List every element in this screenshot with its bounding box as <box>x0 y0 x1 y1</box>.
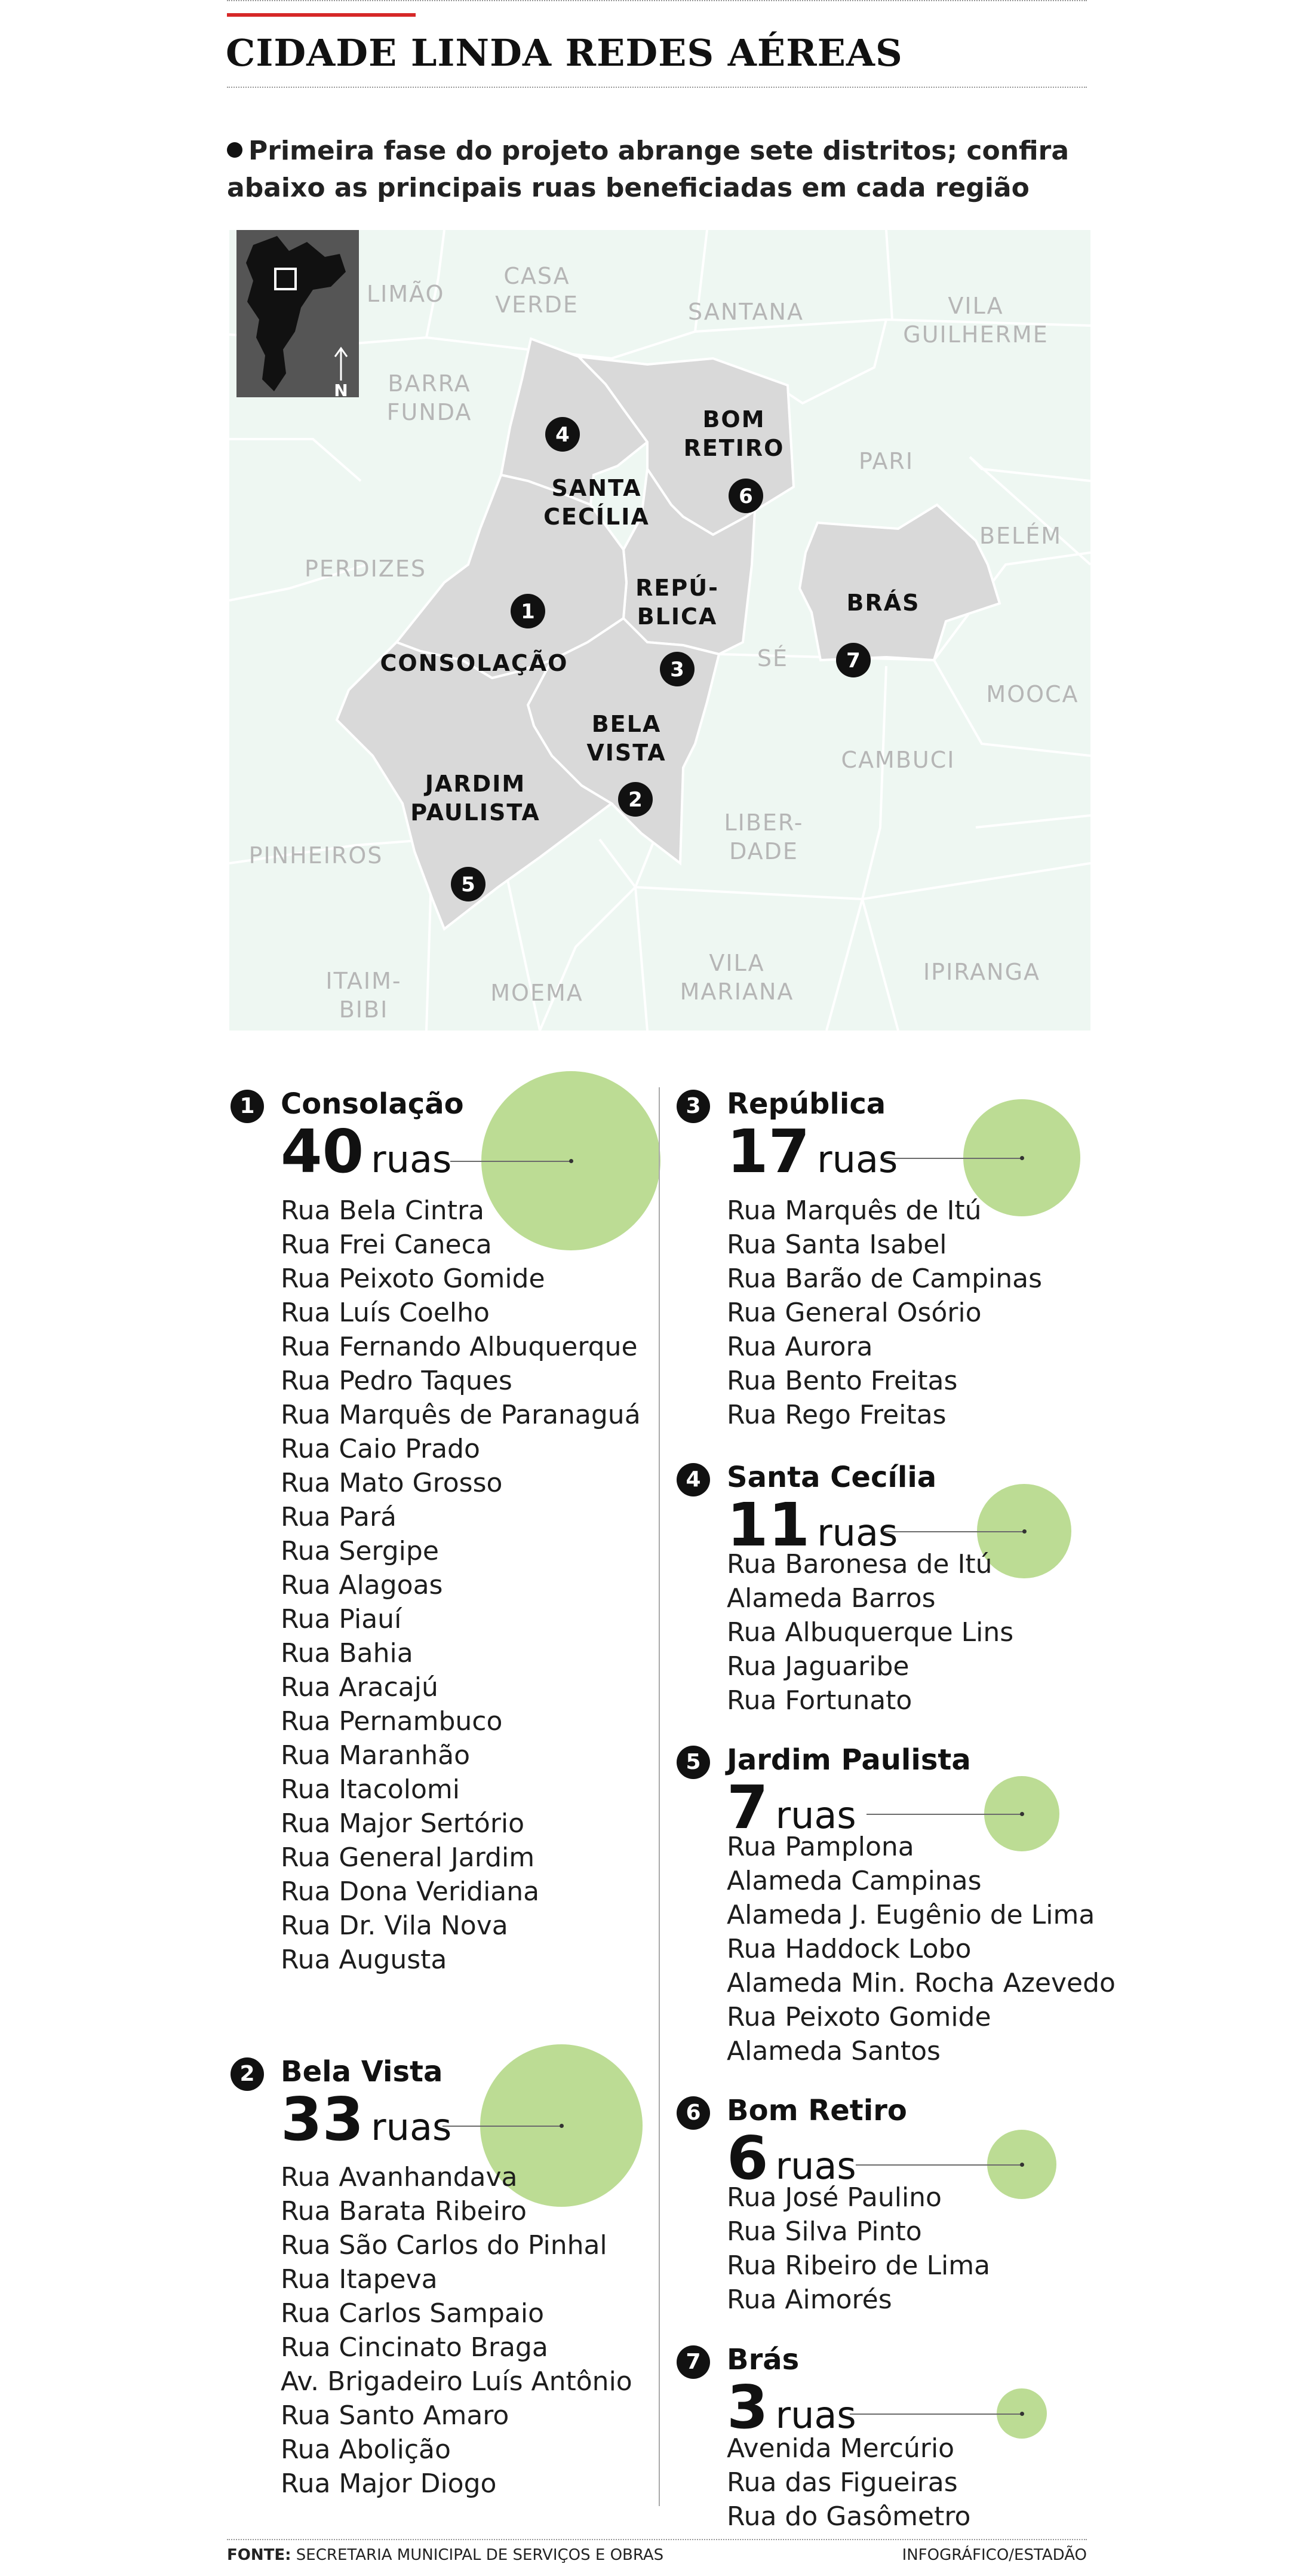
street-count <box>727 1117 898 1186</box>
leader-dot <box>1020 2163 1024 2167</box>
count-unit: ruas <box>817 1137 898 1181</box>
source-note <box>227 2546 663 2564</box>
label-bom-retiro-1: BOM <box>702 406 766 433</box>
leader-line <box>883 1158 1022 1159</box>
label-barra-funda-2: FUNDA <box>386 399 472 425</box>
column-divider <box>659 1087 660 2506</box>
section-number-badge: 6 <box>677 2096 710 2130</box>
street-item: Rua Piauí <box>281 1604 402 1634</box>
street-item: Rua Sergipe <box>281 1536 439 1566</box>
label-liberdade-2: DADE <box>729 838 798 864</box>
street-count <box>281 1117 452 1186</box>
street-list <box>727 1830 1116 2068</box>
bullet-icon <box>227 142 242 158</box>
street-item: Rua Itacolomi <box>281 1774 460 1805</box>
count-number: 33 <box>281 2084 364 2154</box>
street-list <box>727 1547 1013 1718</box>
street-item: Rua Avanhandava <box>281 2162 518 2192</box>
page-title: CIDADE LINDA REDES AÉREAS <box>226 31 903 75</box>
label-vila-mariana-2: MARIANA <box>680 979 794 1005</box>
leader-line <box>883 1531 1024 1532</box>
label-perdizes: PERDIZES <box>305 556 426 582</box>
leader-dot <box>1020 2412 1024 2416</box>
district-name: Santa Cecília <box>727 1461 937 1494</box>
map-marker-6 <box>729 479 763 513</box>
leader-line <box>450 1161 571 1162</box>
label-pinheiros: PINHEIROS <box>248 842 383 869</box>
street-item: Rua General Osório <box>727 1298 982 1328</box>
street-item: Rua Santo Amaro <box>281 2400 509 2431</box>
label-pari: PARI <box>858 448 914 474</box>
map-marker-5 <box>451 867 486 901</box>
street-item: Rua Albuquerque Lins <box>727 1617 1014 1648</box>
label-bras: BRÁS <box>846 590 920 616</box>
bottom-rule <box>227 2539 1087 2540</box>
label-jardim-paulista-2: PAULISTA <box>410 799 540 826</box>
label-santa-cecilia-1: SANTA <box>551 475 642 501</box>
label-bom-retiro-2: RETIRO <box>683 435 785 461</box>
district-name: Bom Retiro <box>727 2094 907 2127</box>
street-item: Rua Cincinato Braga <box>281 2332 548 2363</box>
leader-line <box>443 2126 561 2127</box>
label-jardim-paulista-1: JARDIM <box>425 771 526 797</box>
street-item: Rua Major Sertório <box>281 1808 525 1839</box>
street-item: Alameda Santos <box>727 2036 941 2066</box>
label-consolacao: CONSOLAÇÃO <box>380 650 569 676</box>
count-number: 3 <box>727 2372 769 2442</box>
street-item: Rua Aurora <box>727 1332 873 1362</box>
lead-text: Primeira fase do projeto abrange sete distritos; confira abaixo as principais ruas beneficiadas em cada região <box>227 136 1070 203</box>
street-item: Rua Baronesa de Itú <box>727 1549 993 1580</box>
leader-dot <box>1020 1812 1024 1816</box>
street-item: Rua do Gasômetro <box>727 2501 971 2532</box>
label-santa-cecilia-2: CECÍLIA <box>543 504 650 530</box>
label-vila-guilherme-2: GUILHERME <box>903 321 1049 348</box>
section-number-badge: 4 <box>677 1463 710 1496</box>
street-item: Rua Mato Grosso <box>281 1468 503 1498</box>
label-vila-mariana-1: VILA <box>709 950 765 976</box>
district-map <box>229 230 1090 1031</box>
section-number-badge: 1 <box>231 1090 264 1123</box>
leader-line <box>850 2414 1022 2415</box>
svg-text:7: 7 <box>846 649 861 673</box>
north-label: N <box>334 381 348 400</box>
district-name: Bela Vista <box>281 2055 443 2089</box>
street-item: Rua Peixoto Gomide <box>281 1264 545 1294</box>
street-item: Rua São Carlos do Pinhal <box>281 2230 607 2261</box>
street-count <box>727 1772 856 1842</box>
street-item: Rua das Figueiras <box>727 2467 958 2498</box>
street-item: Rua Barata Ribeiro <box>281 2196 527 2227</box>
street-list <box>281 1194 641 1977</box>
lead-paragraph <box>227 133 1087 207</box>
count-number: 17 <box>727 1117 810 1186</box>
street-item: Rua Pamplona <box>727 1832 914 1862</box>
count-number: 11 <box>727 1490 810 1560</box>
street-count <box>727 2123 856 2193</box>
street-item: Rua Silva Pinto <box>727 2216 922 2247</box>
map-marker-2 <box>618 782 653 817</box>
map-marker-4 <box>545 417 580 452</box>
label-belem: BELÉM <box>979 523 1062 549</box>
count-number: 40 <box>281 1117 364 1186</box>
source-label: FONTE: <box>227 2546 291 2564</box>
street-count <box>281 2084 452 2154</box>
street-item: Rua Haddock Lobo <box>727 1934 972 1964</box>
label-moema: MOEMA <box>490 980 583 1006</box>
locator-inset <box>236 230 359 400</box>
section-number-badge: 3 <box>677 1090 710 1123</box>
label-mooca: MOOCA <box>986 681 1079 707</box>
street-item: Alameda Min. Rocha Azevedo <box>727 1968 1116 1998</box>
count-unit: ruas <box>775 1793 856 1837</box>
leader-dot <box>1022 1529 1027 1534</box>
street-item: Rua Barão de Campinas <box>727 1264 1042 1294</box>
street-item: Rua Marquês de Itú <box>727 1195 982 1226</box>
street-item: Rua Major Diogo <box>281 2468 497 2499</box>
count-number: 6 <box>727 2123 769 2193</box>
street-item: Rua Peixoto Gomide <box>727 2002 991 2032</box>
count-unit: ruas <box>371 2105 452 2149</box>
street-item: Rua Fortunato <box>727 1685 912 1716</box>
street-item: Rua Bento Freitas <box>727 1366 958 1396</box>
accent-bar <box>227 13 416 17</box>
street-item: Rua Santa Isabel <box>727 1229 947 1260</box>
district-name: Jardim Paulista <box>727 1743 971 1777</box>
top-rule <box>227 0 1087 1</box>
street-item: Rua Rego Freitas <box>727 1400 947 1430</box>
label-santana: SANTANA <box>688 299 804 325</box>
label-barra-funda-1: BARRA <box>388 370 471 397</box>
map-marker-3 <box>660 652 695 686</box>
street-item: Rua Marquês de Paranaguá <box>281 1400 641 1430</box>
street-item: Alameda J. Eugênio de Lima <box>727 1900 1095 1930</box>
svg-text:6: 6 <box>739 484 753 508</box>
count-unit: ruas <box>371 1137 452 1181</box>
svg-text:2: 2 <box>628 788 643 812</box>
street-item: Rua Dona Veridiana <box>281 1876 540 1907</box>
street-count <box>727 1490 898 1560</box>
label-se: SÉ <box>757 645 789 671</box>
street-item: Rua Caio Prado <box>281 1434 480 1464</box>
street-item: Rua José Paulino <box>727 2182 942 2213</box>
street-item: Rua Aimorés <box>727 2284 892 2315</box>
street-item: Rua Ribeiro de Lima <box>727 2250 991 2281</box>
street-item: Av. Brigadeiro Luís Antônio <box>281 2366 632 2397</box>
label-casa-verde-2: VERDE <box>495 292 579 318</box>
street-item: Rua Aracajú <box>281 1672 438 1703</box>
count-unit: ruas <box>775 2144 856 2188</box>
street-item: Rua Jaguaribe <box>727 1651 910 1682</box>
credit: INFOGRÁFICO/ESTADÃO <box>902 2546 1087 2564</box>
map-marker-7 <box>836 643 871 677</box>
street-item: Alameda Campinas <box>727 1866 982 1896</box>
label-republica-1: REPÚ- <box>635 575 719 601</box>
leader-dot <box>1020 1156 1024 1160</box>
count-unit: ruas <box>775 2393 856 2437</box>
source-text: SECRETARIA MUNICIPAL DE SERVIÇOS E OBRAS <box>296 2546 664 2564</box>
district-name: Brás <box>727 2343 800 2376</box>
street-item: Rua Itapeva <box>281 2264 438 2295</box>
street-count <box>727 2372 856 2442</box>
leader-line <box>867 1814 1022 1815</box>
leader-dot <box>569 1159 573 1163</box>
street-item: Rua Augusta <box>281 1945 447 1975</box>
title-rule <box>227 87 1087 88</box>
district-name: República <box>727 1087 886 1121</box>
label-casa-verde-1: CASA <box>503 263 570 289</box>
street-item: Alameda Barros <box>727 1583 936 1614</box>
label-limao: LIMÃO <box>367 281 445 307</box>
street-list <box>727 1194 1042 1432</box>
street-item: Rua General Jardim <box>281 1842 535 1873</box>
street-item: Avenida Mercúrio <box>727 2433 955 2464</box>
leader-line <box>856 2164 1022 2166</box>
label-liberdade-1: LIBER- <box>724 809 804 836</box>
count-number: 7 <box>727 1772 769 1842</box>
street-item: Rua Pernambuco <box>281 1706 503 1737</box>
street-item: Rua Pará <box>281 1502 397 1532</box>
label-itaim-2: BIBI <box>339 996 389 1023</box>
street-item: Rua Fernando Albuquerque <box>281 1332 638 1362</box>
street-item: Rua Pedro Taques <box>281 1366 512 1396</box>
count-unit: ruas <box>817 1511 898 1554</box>
leader-dot <box>560 2124 564 2128</box>
label-vila-guilherme-1: VILA <box>948 293 1004 319</box>
street-item: Rua Abolição <box>281 2434 451 2465</box>
label-itaim-1: ITAIM- <box>325 968 402 994</box>
section-number-badge: 5 <box>677 1746 710 1779</box>
svg-text:5: 5 <box>461 873 475 897</box>
street-list <box>727 2431 970 2534</box>
label-cambuci: CAMBUCI <box>841 747 955 773</box>
street-item: Rua Bahia <box>281 1638 413 1669</box>
street-list <box>281 2160 632 2501</box>
section-number-badge: 7 <box>677 2345 710 2379</box>
street-item: Rua Dr. Vila Nova <box>281 1910 508 1941</box>
label-republica-2: BLICA <box>637 603 718 630</box>
label-ipiranga: IPIRANGA <box>923 959 1041 985</box>
svg-text:3: 3 <box>670 658 684 682</box>
street-list <box>727 2181 990 2317</box>
street-item: Rua Bela Cintra <box>281 1195 484 1226</box>
svg-text:1: 1 <box>521 600 535 624</box>
street-item: Rua Carlos Sampaio <box>281 2298 545 2329</box>
map-marker-1 <box>511 594 545 628</box>
street-item: Rua Luís Coelho <box>281 1298 490 1328</box>
street-item: Rua Maranhão <box>281 1740 471 1771</box>
label-bela-vista-2: VISTA <box>586 740 666 766</box>
street-item: Rua Alagoas <box>281 1570 443 1600</box>
district-name: Consolação <box>281 1087 464 1121</box>
section-number-badge: 2 <box>231 2057 264 2091</box>
label-bela-vista-1: BELA <box>591 711 662 737</box>
svg-text:4: 4 <box>555 423 570 447</box>
street-item: Rua Frei Caneca <box>281 1229 492 1260</box>
